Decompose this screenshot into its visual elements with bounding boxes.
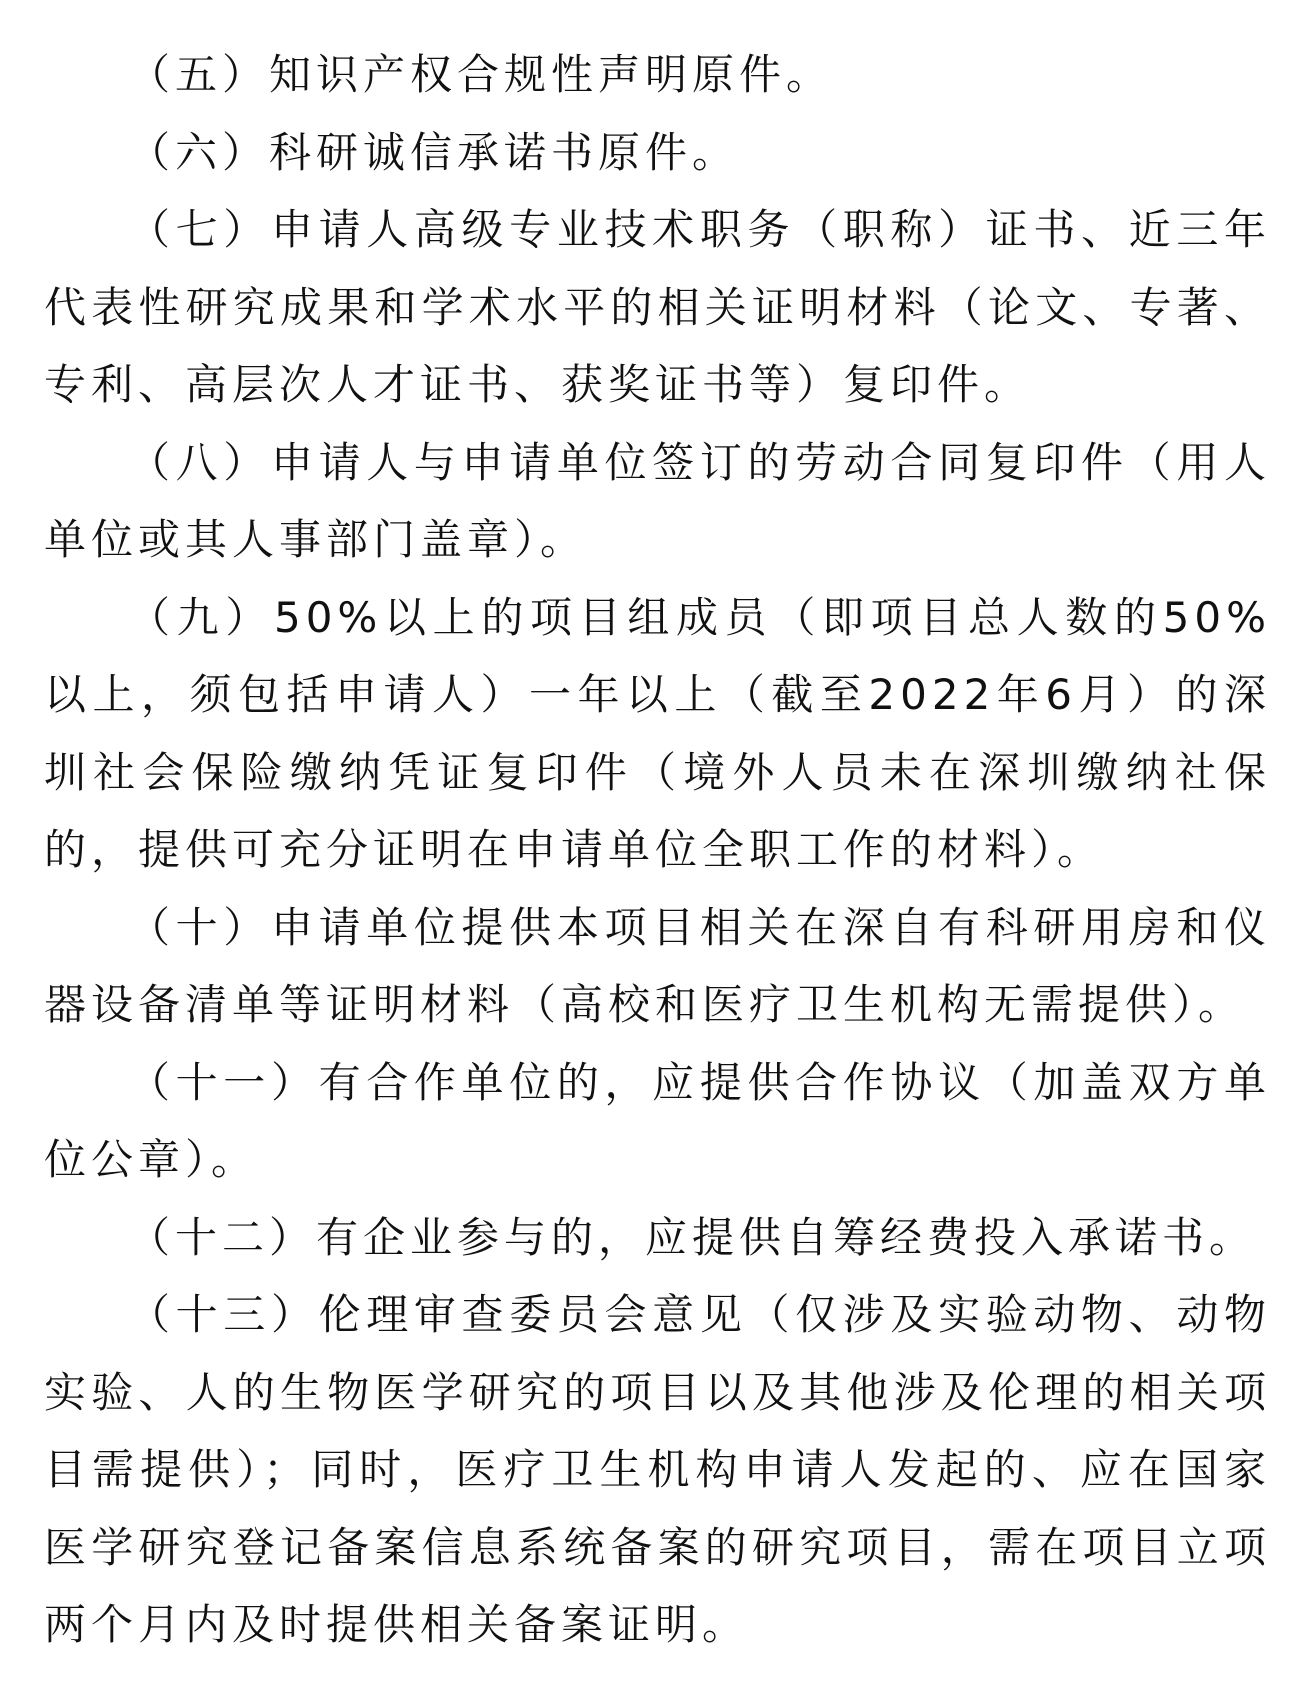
paragraph-item-9: （九）50%以上的项目组成员（即项目总人数的50%以上，须包括申请人）一年以上（截至2022年6月）的深圳社会保险缴纳凭证复印件（境外人员未在深圳缴纳社保的，提供可充分证明在申请单位全职工作的材料）。 — [44, 592, 1271, 874]
paragraph-item-12: （十二）有企业参与的，应提供自筹经费投入承诺书。 — [128, 1212, 1257, 1262]
paragraph-item-5: （五）知识产权合规性声明原件。 — [128, 50, 834, 99]
paragraph-item-7: （七）申请人高级专业技术职务（职称）证书、近三年代表性研究成果和学术水平的相关证明材料（论文、专著、专利、高层次人才证书、获奖证书等）复印件。 — [44, 205, 1271, 409]
document-body — [44, 36, 1271, 1664]
paragraph-item-8: （八）申请人与申请单位签订的劳动合同复印件（用人单位或其人事部门盖章）。 — [44, 437, 1271, 564]
paragraph-item-10: （十）申请单位提供本项目相关在深自有科研用房和仪器设备清单等证明材料（高校和医疗卫生机构无需提供）。 — [44, 902, 1271, 1029]
paragraph-item-6: （六）科研诚信承诺书原件。 — [128, 127, 740, 177]
paragraph-item-11: （十一）有合作单位的，应提供合作协议（加盖双方单位公章）。 — [44, 1057, 1271, 1184]
paragraph-item-13: （十三）伦理审查委员会意见（仅涉及实验动物、动物实验、人的生物医学研究的项目以及其他涉及伦理的相关项目需提供）；同时，医疗卫生机构申请人发起的、应在国家医学研究登记备案信息系统备案的研究项目，需在项目立项两个月内及时提供相关备案证明。 — [44, 1290, 1271, 1649]
